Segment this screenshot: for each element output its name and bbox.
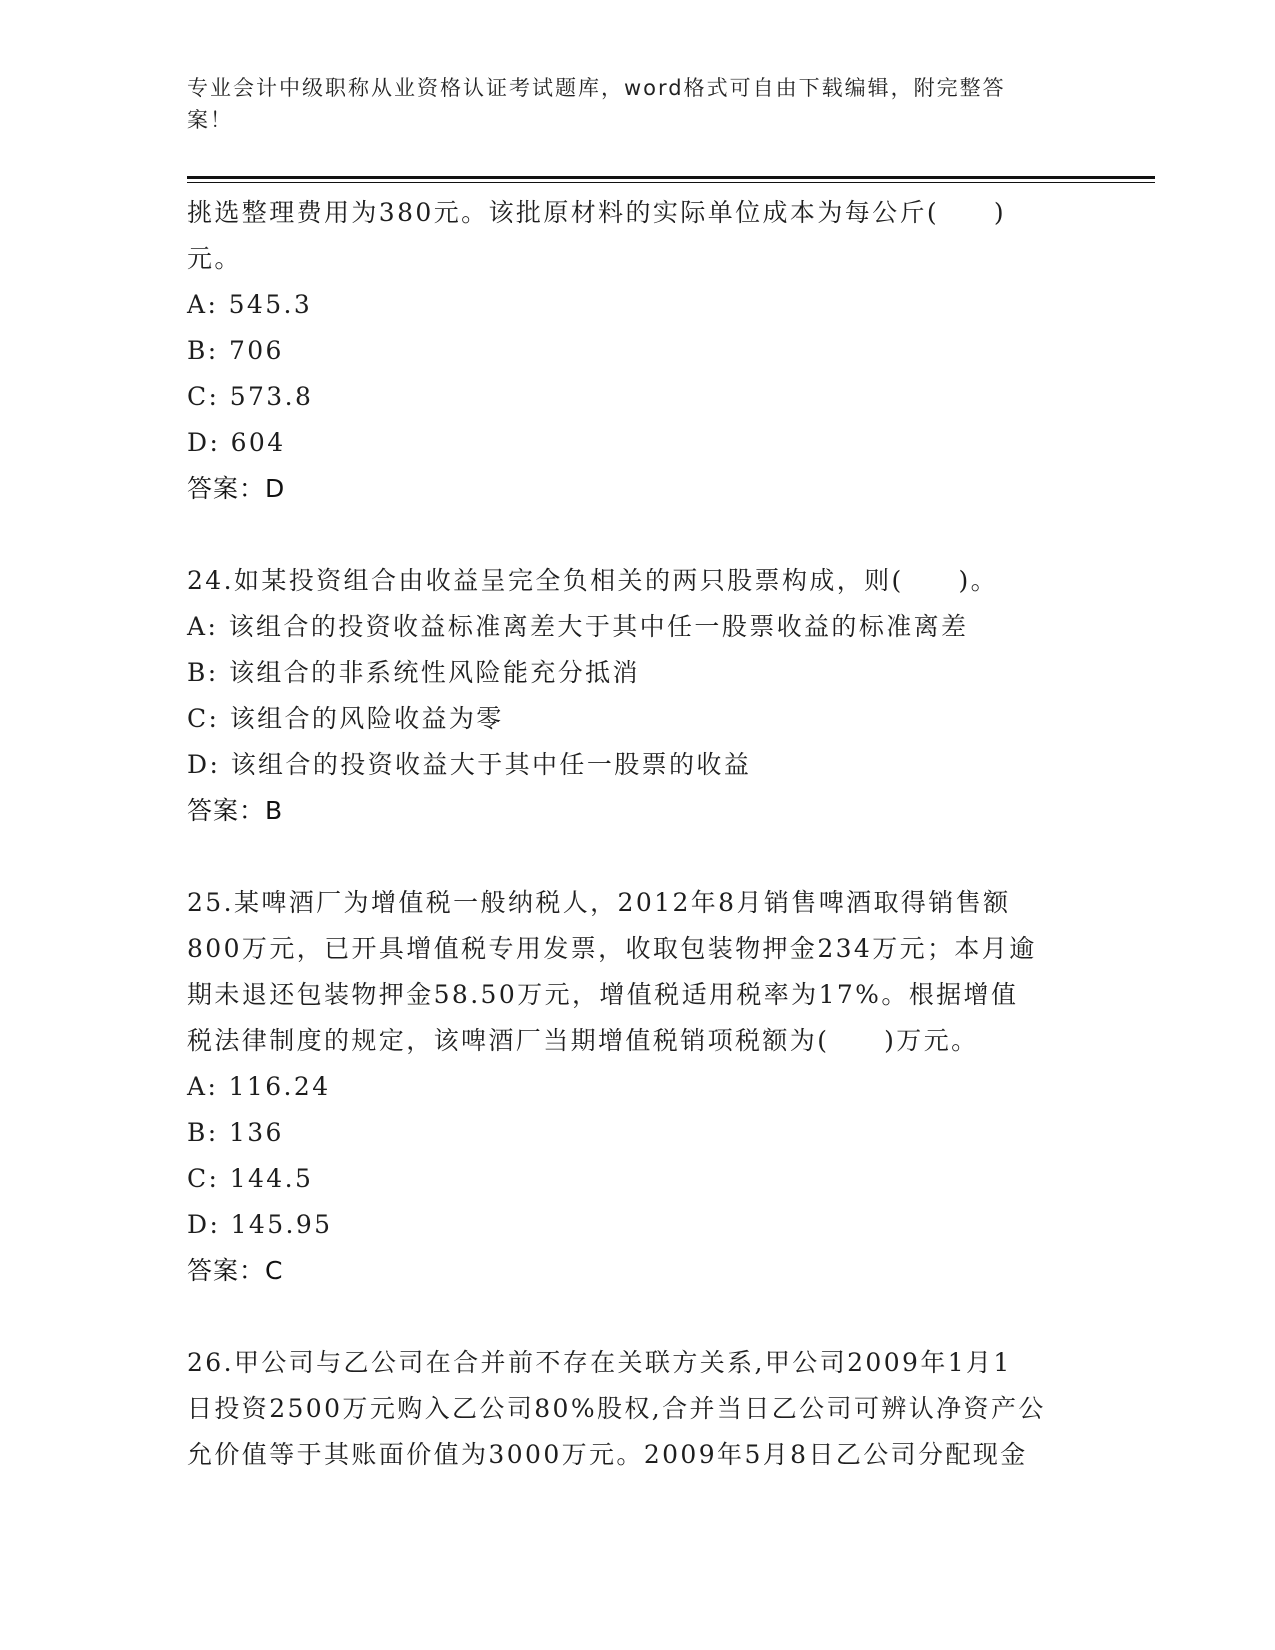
question-25 [187, 880, 1087, 1294]
question-text-line: 24.如某投资组合由收益呈完全负相关的两只股票构成，则( )。 [187, 566, 999, 595]
document-body [187, 190, 1087, 1478]
answer-label: 答案：C [187, 1256, 284, 1285]
option-c: C: 144.5 [187, 1164, 314, 1193]
header-line-2: 案！ [187, 108, 233, 132]
document-header [187, 72, 1067, 136]
header-rule-thick [187, 176, 1155, 179]
question-text-line: 26.甲公司与乙公司在合并前不存在关联方关系,甲公司2009年1月1 [187, 1348, 1012, 1377]
question-24 [187, 558, 1087, 834]
option-b: B: 706 [187, 336, 284, 365]
option-a: A: 116.24 [187, 1072, 331, 1101]
option-c: C: 该组合的风险收益为零 [187, 704, 504, 733]
question-text-line: 25.某啤酒厂为增值税一般纳税人，2012年8月销售啤酒取得销售额 [187, 888, 1011, 917]
option-d: D: 该组合的投资收益大于其中任一股票的收益 [187, 750, 752, 779]
question-text-line: 日投资2500万元购入乙公司80%股权,合并当日乙公司可辨认净资产公 [187, 1394, 1046, 1423]
option-a: A: 545.3 [187, 290, 313, 319]
answer-label: 答案：D [187, 474, 286, 503]
answer-label: 答案：B [187, 796, 284, 825]
option-b: B: 该组合的非系统性风险能充分抵消 [187, 658, 640, 687]
question-text-line: 800万元，已开具增值税专用发票，收取包装物押金234万元；本月逾 [187, 934, 1037, 963]
option-c: C: 573.8 [187, 382, 314, 411]
option-d: D: 145.95 [187, 1210, 333, 1239]
question-text-line: 元。 [187, 244, 242, 273]
question-text-line: 挑选整理费用为380元。该批原材料的实际单位成本为每公斤( ) [187, 198, 1007, 227]
spacer [187, 512, 1087, 558]
question-text-line: 期未退还包装物押金58.50万元，增值税适用税率为17%。根据增值 [187, 980, 1019, 1009]
option-b: B: 136 [187, 1118, 284, 1147]
question-23 [187, 190, 1087, 512]
header-line-1: 专业会计中级职称从业资格认证考试题库，word格式可自由下载编辑，附完整答 [187, 76, 1006, 100]
spacer [187, 1294, 1087, 1340]
question-26 [187, 1340, 1087, 1478]
header-rule-thin [187, 182, 1155, 183]
option-a: A: 该组合的投资收益标准离差大于其中任一股票收益的标准离差 [187, 612, 969, 641]
question-text-line: 税法律制度的规定，该啤酒厂当期增值税销项税额为( )万元。 [187, 1026, 979, 1055]
spacer [187, 834, 1087, 880]
option-d: D: 604 [187, 428, 286, 457]
question-text-line: 允价值等于其账面价值为3000万元。2009年5月8日乙公司分配现金 [187, 1440, 1028, 1469]
